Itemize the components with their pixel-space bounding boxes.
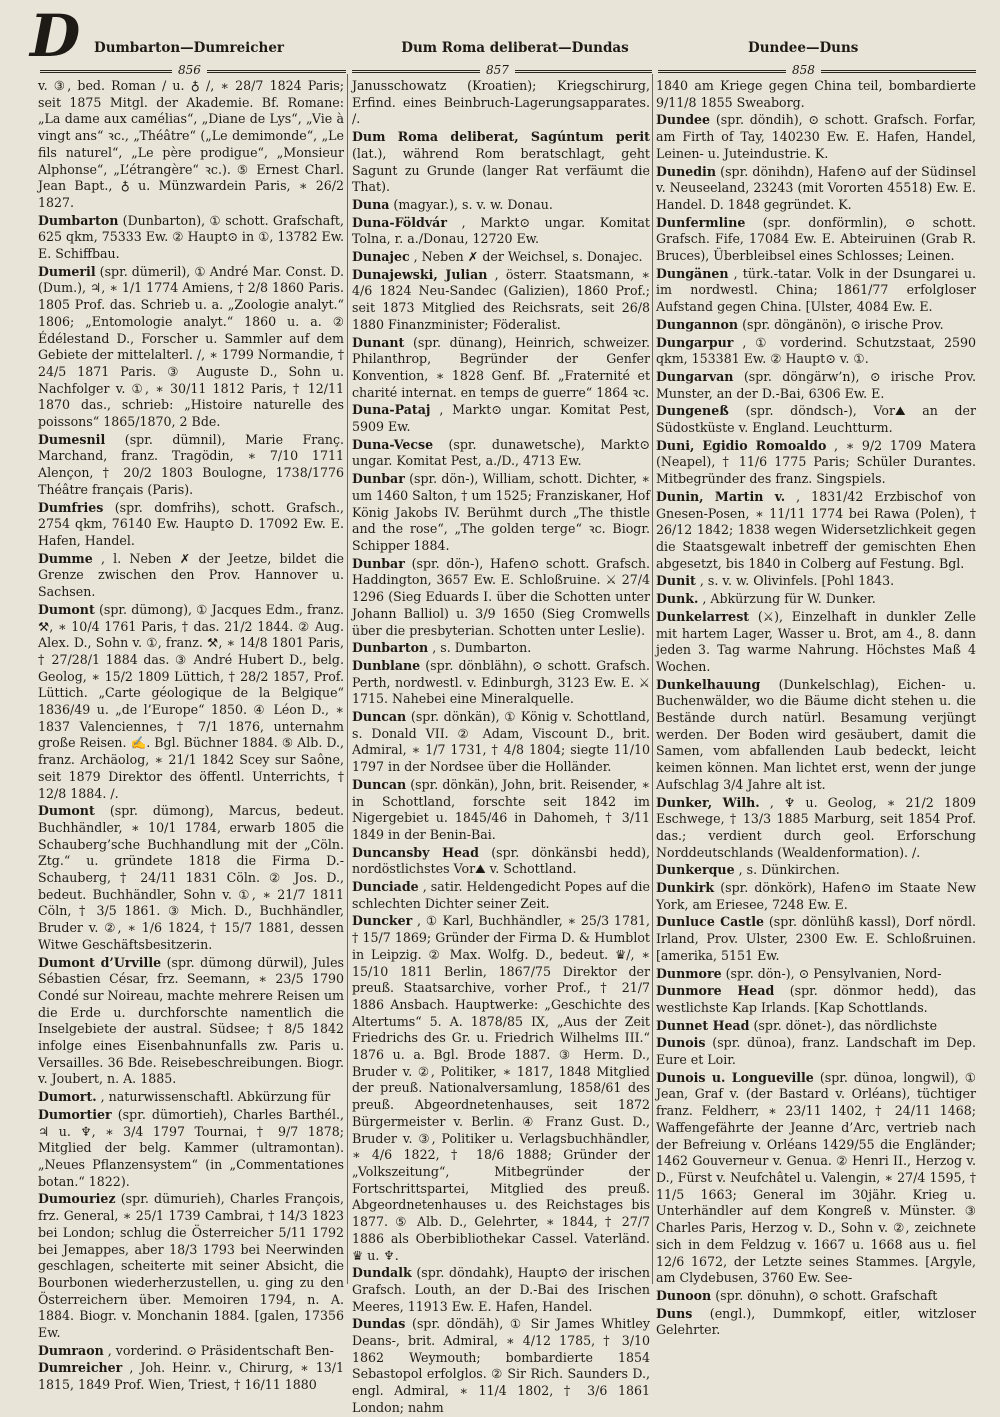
entry-text: (spr. dönuhn), ⊙ schott. Grafschaft xyxy=(715,1287,938,1303)
dictionary-entry xyxy=(656,317,976,334)
entry-text: , ♆ u. Geolog, ∗ 21/2 1809 Eschwege, † 13/3 1885 Marburg, seit 1854 Prof. das.; verdient durch geol. Erforschung Norddeutschlands (Wealdenformation). /. xyxy=(656,794,976,860)
entry-headword: Dundee xyxy=(656,112,711,128)
entry-text: , Abkürzung für W. Dunker. xyxy=(702,591,876,607)
entry-text: (lat.), während Rom beratschlagt, geht Sagunt zu Grunde (langer Rat verfäumt die That). xyxy=(352,145,650,195)
dictionary-entry xyxy=(38,78,344,212)
entry-headword: Dunmore xyxy=(656,965,722,981)
entry-text: , türk.-tatar. Volk in der Dsungarei u. im nordwestl. China; 1861/77 erfolgloser Aufstand gegen China. [Ulster, 4084 Ew. E. xyxy=(656,265,977,315)
dictionary-entry xyxy=(656,335,976,368)
entry-text: (spr. domfrihs), schott. Grafsch., 2754 qkm, 76140 Ew. Haupt⊙ D. 17092 Ew. E. Hafen, Handel. xyxy=(38,499,344,548)
entry-headword: Dungänen xyxy=(656,265,729,281)
dictionary-entry xyxy=(38,803,344,953)
entry-headword: Duncan xyxy=(352,709,407,725)
entry-headword: Dundalk xyxy=(352,1265,412,1281)
entry-headword: Dunajewski, Julian xyxy=(352,266,488,282)
dictionary-entry xyxy=(352,437,650,470)
dictionary-entry xyxy=(656,164,976,214)
dictionary-entry xyxy=(352,1265,650,1315)
entry-headword: Dunin, Martin v. xyxy=(656,488,786,504)
entry-headword: Dumfries xyxy=(38,499,104,515)
entry-text: (spr. dönkörk), Hafen⊙ im Staate New York, am Eriesee, 7248 Ew. E. xyxy=(656,880,976,912)
dictionary-entry xyxy=(656,215,976,265)
dictionary-entry xyxy=(656,914,976,964)
entry-text: , vorderind. ⊙ Präsidentschaft Ben- xyxy=(107,1342,334,1358)
dictionary-entry xyxy=(352,556,650,640)
entry-headword: Dunbar xyxy=(352,471,405,487)
entry-headword: Dunois xyxy=(656,1035,706,1051)
dictionary-entry xyxy=(656,966,976,983)
entry-text: (spr. döndsch-), Vor⛰ an der Südostküste v. England. Leuchtturm. xyxy=(656,403,976,436)
entry-headword: Dumeril xyxy=(38,263,96,279)
dictionary-entry xyxy=(656,403,976,436)
entry-text: (spr. dön-), Hafen⊙ schott. Grafsch. Haddington, 3657 Ew. E. Schloßruine. ⚔ 27/4 1296 (Sieg Eduards I. über die Schotten unter Johann Balliol) u. 3/9 1650 (Sieg Cromwells über die presbyterian. Schotten unter Leslie). xyxy=(352,555,650,638)
entry-text: , Markt⊙ ungar. Komitat Tolna, r. a./Donau, 12720 Ew. xyxy=(352,214,650,247)
entry-text: (spr. döngärw’n), ⊙ irische Prov. Munster, an der D.-Bai, 6306 Ew. E. xyxy=(656,368,976,401)
dictionary-entry xyxy=(352,78,650,128)
entry-text: , 1831/42 Erzbischof von Gnesen-Posen, ∗ 11/11 1774 bei Rawa (Polen), † 26/12 1842; 1838 wegen Widersetzlichkeit gegen die Staatsgewalt inbetreff der gemischten Ehen abgesetzt, bis 1840 in Colberg auf Festung. Bgl. xyxy=(656,488,976,571)
entry-text: (engl.), Dummkopf, eitler, witzloser Gelehrter. xyxy=(656,1305,976,1338)
entry-text: , Neben ✗ der Weichsel, s. Donajec. xyxy=(413,249,643,265)
entry-headword: Duna-Pataj xyxy=(352,402,431,418)
dictionary-entry xyxy=(352,845,650,878)
entry-headword: Dunfermline xyxy=(656,214,746,230)
entry-headword: Dunoon xyxy=(656,1287,712,1303)
dictionary-entry xyxy=(352,640,650,657)
entry-headword: Dunluce Castle xyxy=(656,914,764,930)
dictionary-entry xyxy=(352,1316,650,1416)
entry-headword: Duns xyxy=(656,1305,693,1321)
column-2 xyxy=(352,78,650,1415)
entry-text: (spr. dümong), Marcus, bedeut. Buchhändler, ∗ 10/1 1784, erwarb 1805 die Schauberg’sche Buchhandlung mit der „Cöln. Ztg.“ u. gründete 1818 die Firma D.-Schauberg, † 24/11 1831 Cöln. ② Jos. D., bedeut. Buchhändler, Sohn v. ①, ∗ 21/7 1811 Cöln, † 3/5 1861. ③ Mich. D., Buchhändler, Bruder v. ②, ∗ 1/6 1824, † 15/7 1881, dessen Witwe Geschäftsbesitzerin. xyxy=(38,803,344,952)
entry-headword: Dundas xyxy=(352,1316,406,1332)
running-header-right: Dundee—Duns xyxy=(748,40,859,56)
entry-headword: Dunker, Wilh. xyxy=(656,794,760,810)
entry-text: (spr. dümnil), Marie Franç. Marchand, franz. Tragödin, ∗ 7/10 1711 Alençon, † 20/2 1803 Boulogne, 1738/1776 Théâtre français (Paris). xyxy=(38,431,344,497)
entry-headword: Dungannon xyxy=(656,316,739,332)
entry-text: , s. v. w. Olivinfels. [Pohl 1843. xyxy=(699,573,895,589)
entry-text: v. ③, bed. Roman / u. ♁ /, ∗ 28/7 1824 Paris; seit 1875 Mitgl. der Akademie. Bf. Romane: „La dame aux camélias“, „Diane de Lys“, „Vie à vingt ans“ ꝛc., „Théâtre“ („Le demimonde“, „Le fils naturel“, „Le père prodigue“, „Monsieur Alphonse“, „L’étrangère“ ꝛc.). ⑤ Ernest Charl. Jean Bapt., ♁ u. Münzwardein Paris, ∗ 26/2 1827. xyxy=(38,78,344,210)
dictionary-entry xyxy=(38,1191,344,1341)
entry-headword: Dunkerque xyxy=(656,862,735,878)
entry-headword: Duncan xyxy=(352,776,407,792)
entry-headword: Dunant xyxy=(352,334,405,350)
dictionary-entry xyxy=(38,1107,344,1191)
entry-text: (spr. dönet-), das nördlichste xyxy=(753,1017,938,1033)
dictionary-entry xyxy=(352,197,650,214)
entry-text: (spr. dümeril), ① André Mar. Const. D. (Dum.), ♃, ∗ 1/1 1774 Amiens, † 2/8 1860 Paris. 1805 Prof. das. Schrieb u. a. „Zoologie analyt.“ 1806; „Entomologie analyt.“ 1860 u. a. ② Édélestand D., Forscher u. Sammler auf dem Gebiete der mittelalterl. /, ∗ 1799 Normandie, † 24/5 1871 Paris. ③ Auguste D., Sohn u. Nachfolger v. ①, ∗ 30/11 1812 Paris, † 12/11 1870 das., schrieb: „Histoire naturelle des poissons“ 1865/1870, 2 Bde. xyxy=(38,263,344,430)
entry-text: (spr. döndih), ⊙ schott. Grafsch. Forfar, am Firth of Tay, 140230 Ew. E. Hafen, Handel, Leinen- u. Juteindustrie. K. xyxy=(656,112,976,161)
entry-headword: Dumont xyxy=(38,803,95,819)
entry-headword: Dunk. xyxy=(656,591,699,607)
entry-headword: Dumont xyxy=(38,601,95,617)
dictionary-entry xyxy=(38,432,344,499)
dictionary-entry xyxy=(352,709,650,776)
dictionary-entry xyxy=(38,264,344,431)
entry-text: (spr. dön-), William, schott. Dichter, ∗ um 1460 Salton, † um 1525; Franziskaner, Hof König Jakobs IV. Berühmt durch „The thistle and the rose“, „The golden terge“ ꝛc. Biogr. Schipper 1884. xyxy=(352,471,650,553)
entry-headword: Dunmore Head xyxy=(656,983,775,999)
entry-text: (spr. dümurieh), Charles François, frz. General, ∗ 25/1 1739 Cambrai, † 14/3 1823 bei London; schlug die Österreicher 5/11 1792 bei Jemappes, aber 18/3 1793 bei Neerwinden geschlagen, scheiterte mit seiner Absicht, die Bourbonen wiederherzustellen, u. ging zu den Österreichern über. Memoiren 1794, n. A. 1884. Biogr. v. Monchanin 1884. [galen, 17356 Ew. xyxy=(38,1191,344,1341)
dictionary-entry xyxy=(352,335,650,402)
dictionary-entry xyxy=(656,609,976,676)
entry-text: (spr. dönkän), ① König v. Schottland, s. Donald VII. ② Adam, Viscount D., brit. Admiral, ∗ 1/7 1731, † 4/8 1804; siegte 11/10 1797 in der Nordsee über die Holländer. xyxy=(352,709,650,775)
entry-text: (spr. donförmlin), ⊙ schott. Grafsch. Fife, 17084 Ew. E. Abteiruinen (Grab R. Bruces), Überbleibsel eines Schlosses; Leinen. xyxy=(656,214,976,264)
entry-headword: Dungarvan xyxy=(656,368,734,384)
entry-text: (Dunbarton), ① schott. Grafschaft, 625 qkm, 75333 Ew. ② Haupt⊙ in ①, 13782 Ew. E. Schiffbau. xyxy=(38,212,344,262)
entry-headword: Dunkelarrest xyxy=(656,608,750,624)
entry-text: (spr. dünoa, longwil), ① Jean, Graf v. (der Bastard v. Orléans), tüchtiger franz. Feldherr, ∗ 23/11 1402, † 24/11 1468; Waffengefährte der Jeanne d’Arc, vertrieb nach der Befreiung v. Orléans 1429/55 die Engländer; 1462 Gouverneur v. Genua. ② Henri II., Herzog v. D., Fürst v. Neufchâtel u. Valengin, ∗ 27/4 1595, † 11/5 1663; General im 30jähr. Krieg u. Unterhändler auf dem Kongreß v. Münster. ③ Charles Paris, Herzog v. D., Sohn v. ②, zeichnete sich in dem Feldzug v. 1667 u. 1668 aus u. fiel 12/6 1672, der Letzte seines Stammes. [Argyle, am Clydebusen, 3760 Ew. See- xyxy=(656,1069,976,1286)
running-header-center: Dum Roma deliberat—Dundas xyxy=(401,40,629,56)
entry-text: (spr. dümortieh), Charles Barthél., ♃ u. ♆, ∗ 3/4 1797 Tournai, † 9/7 1878; Mitglied der belg. Kammer (ultramontan). „Neues Pflanzensystem“ (in „Commentationes botan.“ 1822). xyxy=(38,1106,344,1189)
entry-text: (spr. dünang), Heinrich, schweizer. Philanthrop, Begründer der Genfer Konvention, ∗ 1828 Genf. Bf. „Fraternité et charité internat. en temps de guerre“ 1864 ꝛc. xyxy=(352,334,650,400)
dictionary-entry xyxy=(38,602,344,802)
column-3 xyxy=(656,78,977,1338)
dictionary-entry xyxy=(352,471,650,555)
entry-text: (spr. döndahk), Haupt⊙ der irischen Grafsch. Louth, an der D.-Bai des Irischen Meeres, 11913 Ew. E. Hafen, Handel. xyxy=(352,1265,650,1314)
dictionary-entry xyxy=(38,955,344,1089)
column-1 xyxy=(38,78,344,1393)
dictionary-entry xyxy=(656,1288,976,1305)
entry-text: , ∗ 9/2 1709 Matera (Neapel), † 11/6 1775 Paris; Schüler Durantes. Mitbegründer des franz. Singspiels. xyxy=(656,437,976,487)
dictionary-entry xyxy=(656,573,976,590)
running-header-left: Dumbarton—Dumreicher xyxy=(94,40,285,56)
entry-text: Janusschowatz (Kroatien); Kriegschirurg, Erfind. eines Beinbruch-Lagerungsapparates. /. xyxy=(352,78,650,127)
dictionary-entry xyxy=(656,266,976,316)
entry-headword: Dunblane xyxy=(352,657,421,673)
entry-text: (Dunkelschlag), Eichen- u. Buchenwälder, wo die Bäume dicht stehen u. die Bestände durch natürl. Besamung verjüngt werden. Der Boden wird gesäubert, damit die Samen, vom abfallenden Laub bedeckt, leicht keimen können. Man lichtet erst, wenn der junge Aufschlag 3/4 Jahre alt ist. xyxy=(656,676,976,792)
page-number-858: 858 xyxy=(786,63,821,77)
dictionary-entry xyxy=(656,489,976,573)
dictionary-entry xyxy=(656,1306,976,1339)
dictionary-entry xyxy=(656,369,976,402)
entry-headword: Duna xyxy=(352,196,390,212)
entry-headword: Dumreicher xyxy=(38,1360,123,1376)
dictionary-entry xyxy=(656,112,976,162)
entry-text: , Markt⊙ ungar. Komitat Pest, 5909 Ew. xyxy=(352,402,650,435)
entry-headword: Dunnet Head xyxy=(656,1017,750,1033)
entry-headword: Dumont d’Urville xyxy=(38,954,162,970)
entry-headword: Dumraon xyxy=(38,1342,104,1358)
entry-headword: Duni, Egidio Romoaldo xyxy=(656,437,827,453)
entry-headword: Dumort. xyxy=(38,1089,97,1105)
entry-headword: Dumortier xyxy=(38,1106,112,1122)
entry-headword: Dunbar xyxy=(352,555,405,571)
entry-headword: Dunciade xyxy=(352,879,419,895)
entry-text: (⚔), Einzelhaft in dunkler Zelle mit hartem Lager, Wasser u. Brot, am 4., 8. dann jeden 3. Tag warme Nahrung. Höchstes Maß 4 Wochen. xyxy=(656,608,976,674)
entry-headword: Dungarpur xyxy=(656,334,734,350)
dictionary-entry xyxy=(656,1070,976,1287)
entry-text: (spr. dönihdn), Hafen⊙ auf der Südinsel v. Neuseeland, 23243 (mit Vororten 45518) Ew. E. Handel. D. 1848 gegründet. K. xyxy=(656,163,976,212)
dictionary-entry xyxy=(352,658,650,708)
dictionary-entry xyxy=(656,1035,976,1068)
entry-text: , naturwissenschaftl. Abkürzung für xyxy=(100,1089,331,1105)
entry-headword: Dumbarton xyxy=(38,212,119,228)
entry-headword: Dumme xyxy=(38,550,93,566)
dictionary-entry xyxy=(352,913,650,1264)
dictionary-entry xyxy=(352,402,650,435)
entry-headword: Duncansby Head xyxy=(352,844,479,860)
dictionary-entry xyxy=(352,879,650,912)
entry-text: (spr. dönlühß kassl), Dorf nördl. Irland, Prov. Ulster, 2300 Ew. E. Schloßruinen. [amerika, 5151 Ew. xyxy=(656,914,976,963)
entry-headword: Dunkelhauung xyxy=(656,676,761,692)
dictionary-entry xyxy=(38,500,344,550)
entry-headword: Dunit xyxy=(656,573,696,589)
entry-text: , österr. Staatsmann, ∗ 4/6 1824 Neu-Sandec (Galizien), 1860 Prof.; seit 1873 Mitglied des Reichsrats, seit 26/8 1880 Finanzminister; Föderalist. xyxy=(352,266,650,332)
dictionary-entry xyxy=(352,249,650,266)
column-divider-2 xyxy=(652,74,653,1284)
entry-text: , l. Neben ✗ der Jeetze, bildet die Grenze zwischen den Prov. Hannover u. Sachsen. xyxy=(38,550,344,600)
dictionary-entry xyxy=(352,777,650,844)
dictionary-entry xyxy=(38,1360,344,1393)
entry-text: (spr. dümong), ① Jacques Edm., franz. ⚒, ∗ 10/4 1761 Paris, † das. 21/2 1844. ② Aug. Alex. D., Sohn v. ①, franz. ⚒, ∗ 14/8 1801 Paris, † 27/28/1 1884 das. ③ André Hubert D., belg. Geolog, ∗ 15/2 1809 Lüttich, † 28/2 1857, Prof. Lüttich. „Carte géologique de la Belgique“ 1836/49 u. „de l’Europe“ 1850. ④ Léon D., ∗ 1837 Valenciennes, † 7/1 1876, unternahm große Reisen. ✍. Bgl. Büchner 1884. ⑤ Alb. D., franz. Archäolog, ∗ 21/1 1842 Scey sur Saône, seit 1879 Direktor des öffentl. Unterrichts, † 12/8 1884. /. xyxy=(38,601,344,801)
dictionary-entry xyxy=(656,677,976,794)
entry-text: (spr. dön-), ⊙ Pensylvanien, Nord- xyxy=(725,965,942,981)
dictionary-entry xyxy=(352,129,650,196)
entry-text: (spr. döngänön), ⊙ irische Prov. xyxy=(742,316,944,332)
dictionary-entry xyxy=(352,215,650,248)
entry-text: (spr. dönkänsbi hedd), nordöstlichstes Vor⛰ v. Schottland. xyxy=(352,844,650,877)
dictionary-entry xyxy=(656,880,976,913)
dictionary-entry xyxy=(38,1343,344,1360)
entry-text: (spr. dünoa), franz. Landschaft im Dep. Eure et Loir. xyxy=(656,1035,976,1068)
entry-text: , ① vorderind. Schutzstaat, 2590 qkm, 153381 Ew. ② Haupt⊙ v. ①. xyxy=(656,334,976,367)
column-divider-1 xyxy=(347,74,348,1284)
entry-text: , s. Dünkirchen. xyxy=(738,862,840,878)
dictionary-entry xyxy=(656,438,976,488)
entry-headword: Dunois u. Longueville xyxy=(656,1069,814,1085)
entry-headword: Duna-Földvár xyxy=(352,214,447,230)
section-letter: D xyxy=(30,2,81,70)
entry-text: , Joh. Heinr. v., Chirurg, ∗ 13/1 1815, 1849 Prof. Wien, Triest, † 16/11 1880 xyxy=(38,1360,344,1393)
entry-text: , ① Karl, Buchhändler, ∗ 25/3 1781, † 15/7 1869; Gründer der Firma D. & Humblot in Leipzig. ② Max. Wolfg. D., bedeut. ♛/, ∗ 15/10 1811 Berlin, 1867/75 Direktor der preuß. Staatsarchive, vorher Prof., † 21/7 1886 Ansbach. Hauptwerke: „Geschichte des Altertums“ 5. A. 1878/85 IX, „Aus der Zeit Friedrichs des Gr. u. Friedrich Wilhelms III.“ 1876 u. a. Bgl. Brode 1887. ③ Herm. D., Bruder v. ②, Politiker, ∗ 1817, 1848 Mitglied der preuß. Nationalversamlung, 1858/61 des preuß. Abgeordnetenhauses, seit 1872 Bürgermeister v. Berlin. ④ Franz Gust. D., Bruder v. ③, Politiker u. Verlagsbuchhändler, ∗ 4/6 1822, † 18/6 1888; Gründer der „Volkszeitung“, Mitbegründer der Fortschrittspartei, Mitglied des preuß. Abgeordnetenhauses u. des Reichstages bis 1877. ⑤ Alb. D., Gelehrter, ∗ 1844, † 27/7 1886 als Oberbibliothekar Cassel. Vaterländ. ♛ u. ♆. xyxy=(352,913,650,1263)
entry-headword: Duna-Vecse xyxy=(352,436,434,452)
dictionary-entry xyxy=(38,1089,344,1106)
dictionary-entry xyxy=(38,551,344,601)
entry-headword: Dunajec xyxy=(352,249,410,265)
entry-text: (spr. döndäh), ① Sir James Whitley Deans-, brit. Admiral, ∗ 4/12 1785, † 3/10 1862 Weymouth; bombardierte 1854 Sebastopol erfolglos. ② Sir Rich. Saunders D., engl. Admiral, ∗ 11/4 1802, † 3/6 1861 London; nahm xyxy=(352,1316,650,1415)
entry-headword: Dunbarton xyxy=(352,640,429,656)
page-number-857: 857 xyxy=(480,63,515,77)
entry-text: 1840 am Kriege gegen China teil, bombardierte 9/11/8 1855 Sweaborg. xyxy=(656,78,976,110)
dictionary-entry xyxy=(656,795,976,862)
entry-headword: Dungeneß xyxy=(656,403,729,419)
entry-headword: Dunkirk xyxy=(656,880,715,896)
entry-headword: Dumesnil xyxy=(38,431,106,447)
entry-text: (spr. dümong dürwil), Jules Sébastien César, frz. Seemann, ∗ 23/5 1790 Condé sur Noireau, machte mehrere Reisen um die Erde u. durchforschte namentlich die Inselgebiete der austral. Südsee; † 8/5 1842 infolge eines Eisenbahnunfalls zw. Paris u. Versailles. 36 Bde. Reisebeschreibungen. Biogr. v. Joubert, n. A. 1885. xyxy=(38,954,344,1087)
dictionary-entry xyxy=(656,1018,976,1035)
dictionary-entry xyxy=(656,591,976,608)
entry-text: (spr. dönblähn), ⊙ schott. Grafsch. Perth, nordwestl. v. Edinburgh, 3123 Ew. E. ⚔ 1715. Nahebei eine Mineralquelle. xyxy=(352,657,650,707)
entry-text: (spr. dunawetsche), Markt⊙ ungar. Komitat Pest, a./D., 4713 Ew. xyxy=(352,436,650,469)
dictionary-entry xyxy=(352,267,650,334)
entry-text: (spr. dönmor hedd), das westlichste Kap Irlands. [Kap Schottlands. xyxy=(656,983,976,1015)
entry-headword: Duncker xyxy=(352,913,413,929)
dictionary-entry xyxy=(38,213,344,263)
entry-text: , s. Dumbarton. xyxy=(432,640,532,656)
entry-headword: Dum Roma deliberat, Sagúntum perit xyxy=(352,129,650,145)
entry-text: (spr. dönkän), John, brit. Reisender, ∗ in Schottland, forschte seit 1842 im Nigergebiet u. 1845/46 in Dahomeh, † 3/11 1849 in der Benin-Bai. xyxy=(352,776,650,842)
entry-headword: Dumouriez xyxy=(38,1191,116,1207)
entry-text: (magyar.), s. v. w. Donau. xyxy=(393,196,553,212)
page-number-856: 856 xyxy=(172,63,207,77)
entry-text: , satir. Heldengedicht Popes auf die schlechten Dichter seiner Zeit. xyxy=(352,879,650,911)
dictionary-entry xyxy=(656,983,976,1016)
dictionary-entry xyxy=(656,78,976,111)
dictionary-entry xyxy=(656,862,976,879)
entry-headword: Dunedin xyxy=(656,163,716,179)
